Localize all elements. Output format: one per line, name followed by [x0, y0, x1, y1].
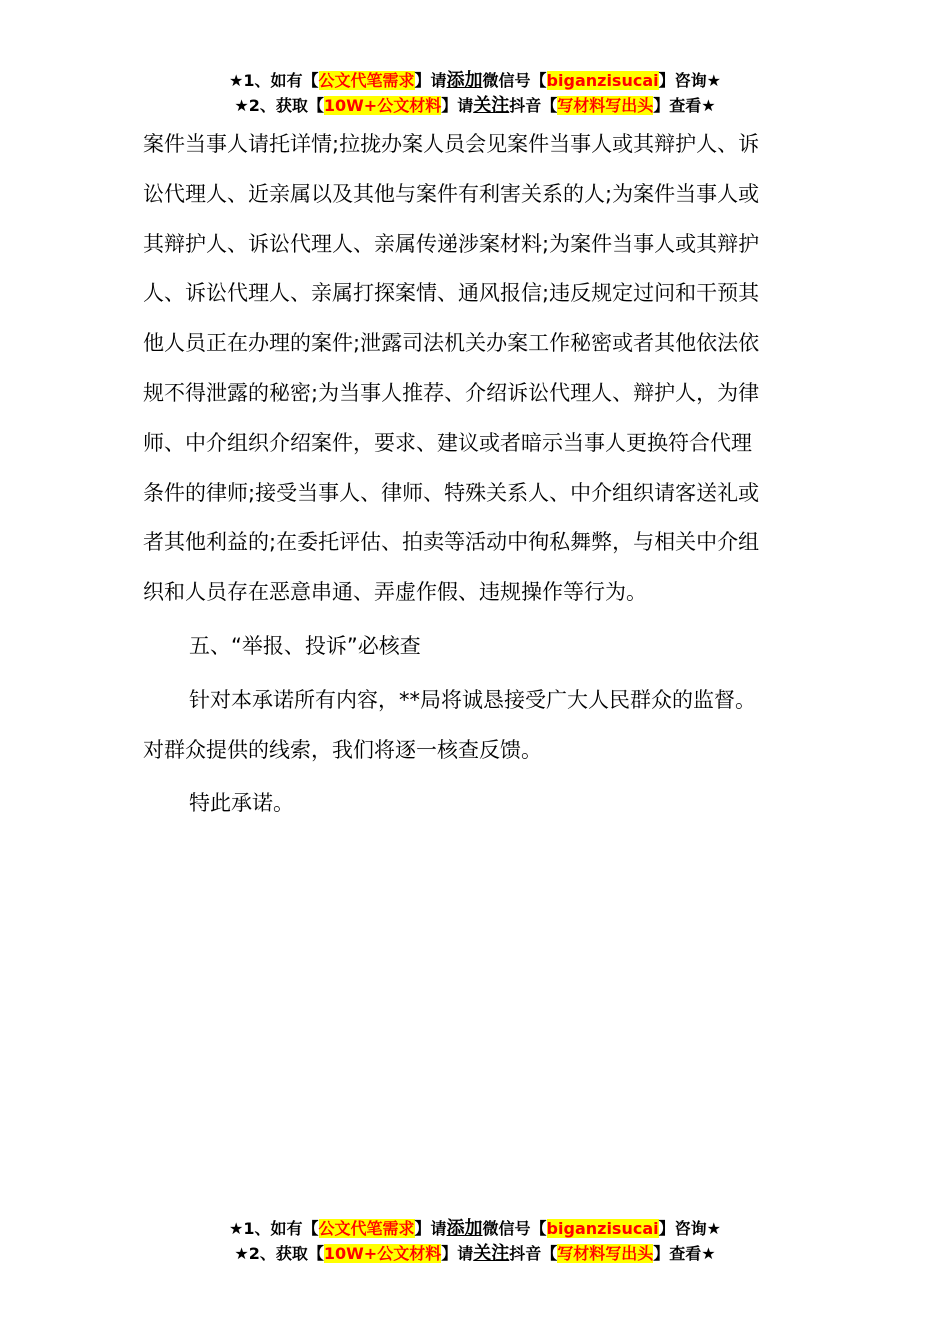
banner-text: 】咨询★ [658, 71, 721, 90]
banner-text: 微信号【 [482, 71, 547, 90]
banner-underline: 添加 [446, 70, 483, 91]
banner-text: 】请 [441, 1244, 474, 1263]
banner-text: 】查看★ [653, 1244, 716, 1263]
banner-underline: 关注 [473, 95, 510, 116]
section-heading: 五、“举报、投诉”必核查 [189, 633, 421, 658]
body-line: 讼代理人、近亲属以及其他与案件有利害关系的人;为案件当事人或 [143, 181, 760, 206]
banner-line-1 [0, 68, 950, 93]
banner-highlight: 10W+公文材料 [323, 1244, 442, 1263]
banner-highlight: 写材料写出头 [557, 1244, 654, 1263]
banner-text: ★1、如有【 [229, 1219, 319, 1238]
banner-highlight: 写材料写出头 [557, 96, 654, 115]
banner-text: 】查看★ [653, 96, 716, 115]
header-banner [0, 68, 950, 118]
banner-text: 微信号【 [482, 1219, 547, 1238]
banner-text: 抖音【 [509, 1244, 558, 1263]
banner-text: 】请 [414, 1219, 447, 1238]
body-line: 人、诉讼代理人、亲属打探案情、通风报信;违反规定过问和干预其 [143, 281, 760, 306]
banner-underline: 关注 [473, 1243, 510, 1264]
body-line: 者其他利益的;在委托评估、拍卖等活动中徇私舞弊，与相关中介组 [143, 530, 760, 555]
banner-text: ★2、获取【 [234, 96, 324, 115]
body-line: 案件当事人请托详情;拉拢办案人员会见案件当事人或其辩护人、诉 [143, 132, 760, 156]
banner-text: 抖音【 [509, 96, 558, 115]
banner-text: ★2、获取【 [234, 1244, 324, 1263]
document-body [143, 120, 807, 829]
banner-highlight: biganzisucai [546, 71, 659, 90]
banner-text: ★1、如有【 [229, 71, 319, 90]
banner-text: 】请 [414, 71, 447, 90]
banner-highlight: 公文代笔需求 [318, 71, 415, 90]
body-line: 其辩护人、诉讼代理人、亲属传递涉案材料;为案件当事人或其辩护 [143, 231, 760, 256]
banner-text: 】咨询★ [658, 1219, 721, 1238]
banner-line-1 [0, 1216, 950, 1241]
paragraph-line: 对群众提供的线索，我们将逐一核查反馈。 [143, 737, 542, 762]
body-line: 他人员正在办理的案件;泄露司法机关办案工作秘密或者其他依法依 [143, 331, 760, 356]
body-line: 织和人员存在恶意串通、弄虚作假、违规操作等行为。 [143, 580, 647, 605]
footer-banner [0, 1216, 950, 1266]
paragraph-line: 针对本承诺所有内容，**局将诚恳接受广大人民群众的监督。 [189, 687, 756, 712]
closing-text: 特此承诺。 [189, 791, 294, 816]
banner-text: 】请 [441, 96, 474, 115]
banner-line-2 [0, 93, 950, 118]
banner-underline: 添加 [446, 1218, 483, 1239]
banner-line-2 [0, 1241, 950, 1266]
banner-highlight: 10W+公文材料 [323, 96, 442, 115]
body-line: 条件的律师;接受当事人、律师、特殊关系人、中介组织请客送礼或 [143, 480, 760, 505]
banner-highlight: biganzisucai [546, 1219, 659, 1238]
body-line: 师、中介组织介绍案件，要求、建议或者暗示当事人更换符合代理 [143, 430, 752, 455]
banner-highlight: 公文代笔需求 [318, 1219, 415, 1238]
body-line: 规不得泄露的秘密;为当事人推荐、介绍诉讼代理人、辩护人，为律 [143, 380, 760, 405]
